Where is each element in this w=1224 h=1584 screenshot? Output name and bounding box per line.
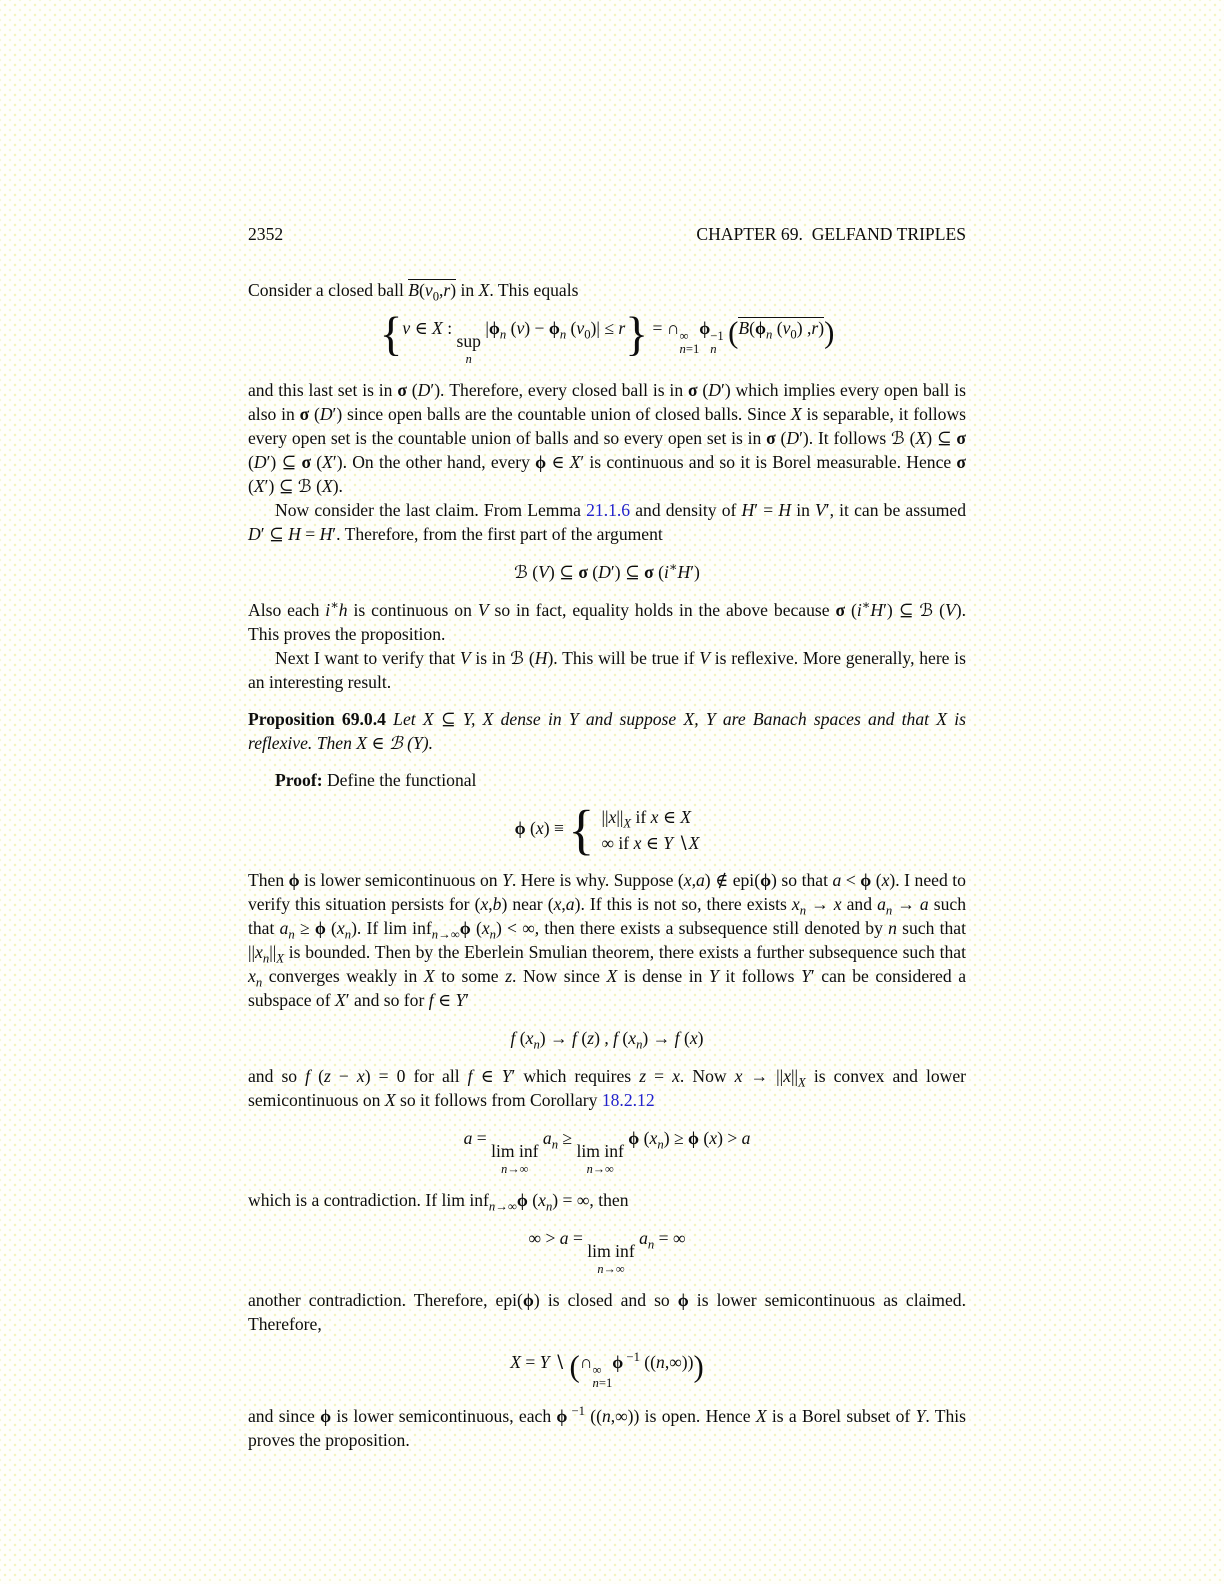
display-eq-weak-convergence: f $(x_n) \to f$ (z) , f $(x_n) \to f$ (x) xyxy=(510,1028,704,1052)
paragraph-conclusion: and since ϕ is lower semicontinuous, each ϕ $^{-1}$ ((n,∞)) is open. Hence X is a Borel subset of Y. This proves the proposition. xyxy=(248,1403,967,1450)
paragraph-last-claim: Now consider the last claim. From Lemma 21.1.6 and density of H′ = H in V′, it can be assumed D′ ⊆ H = H′. Therefore, from the first part of the argument xyxy=(248,500,966,545)
paragraph-convex: and so f (z − x) = 0 for all f ∈ Y′ which requires z = x. Now $x \to ||x||_X$ is convex and lower semicontinuous on X so it follows from Corollary 18.2.12 xyxy=(248,1066,967,1111)
proof-intro: Proof: Define the functional xyxy=(275,770,477,791)
paragraph-closed-ball: Consider a closed ball $B(v_0,r)$ in X. This equals xyxy=(248,280,579,304)
crossref-lemma-21-1-6[interactable]: 21.1.6 xyxy=(586,500,631,521)
display-eq-closed-ball-set: {v ∈ X : sup n $|\phi_n$ $(v) - \phi_n$ $(v_0)| \le r$} = ∩ ∞ n=1 ϕ −1 n ($B(\phi_n$ $(v_0)$ ,r)) xyxy=(379,308,835,366)
page-number: 2352 xyxy=(248,224,284,244)
crossref-corollary-18-2-12[interactable]: 18.2.12 xyxy=(601,1090,655,1111)
display-eq-borel-inclusions: ℬ (V) ⊆ σ (D′) ⊆ σ (i∗H′) xyxy=(514,560,700,583)
paragraph-contradiction: which is a contradiction. If lim inf$_{n\to\infty}$ϕ $(x_n)$ = ∞, then xyxy=(248,1190,629,1214)
display-eq-borel-subset: X = Y ∖ (∩ ∞ n=1 ϕ $^{-1}$ ((n,∞))) xyxy=(510,1349,704,1391)
paragraph-lower-semicontinuous: Then ϕ is lower semicontinuous on Y. Here is why. Suppose (x,a) ∉ epi(ϕ) so that a < ϕ (x). I need to verify this situation persists for (x,b) near (x,a). If this is not so, there exists $x_n \to x$ and $a_n \to a$ such that $a_n \ge \phi$ $(x_n)$. If lim inf$_{n\to\infty}$ϕ $(x_n)$ < ∞, then there exists a subsequence still denoted by n such that $||x_n||_X$ is bounded. Then by the Eberlein Smulian theorem, there exists a further subsequence such that $x_n$ converges weakly in X to some z. Now since X is dense in Y it follows Y′ can be considered a subspace of X′ and so for f ∈ Y′ xyxy=(248,870,967,1011)
paragraph-another-contradiction: another contradiction. Therefore, epi(ϕ) is closed and so ϕ is lower semicontinuous as claimed. Therefore, xyxy=(248,1290,966,1335)
chapter-title: CHAPTER 69. GELFAND TRIPLES xyxy=(696,224,966,244)
display-eq-liminf-chain: a = lim inf n→∞ $a_n$ ≥ lim inf n→∞ ϕ $(x_n) \ge \phi$ (x) > a xyxy=(463,1128,751,1176)
display-eq-liminf-infinity: ∞ > a = lim inf n→∞ $a_n$ = ∞ xyxy=(528,1228,686,1276)
page-header xyxy=(248,222,966,246)
proposition-69-0-4: Proposition 69.0.4 Let X ⊆ Y, X dense in Y and suppose X, Y are Banach spaces and that X is reflexive. Then X ∈ ℬ (Y). xyxy=(248,709,966,754)
paragraph-equality-holds: Also each i∗h is continuous on V so in fact, equality holds in the above because σ (i∗H′) ⊆ ℬ (V). This proves the proposition. xyxy=(248,598,966,645)
paragraph-next-verify: Next I want to verify that V is in ℬ (H). This will be true if V is reflexive. More generally, here is an interesting result. xyxy=(248,648,966,693)
book-page xyxy=(248,222,966,1452)
paragraph-sigma-algebra: and this last set is in σ (D′). Therefore, every closed ball is in σ (D′) which implies every open ball is also in σ (D′) since open balls are the countable union of closed balls. Since X is separable, it follows every open set is the countable union of balls and so every open set is in σ (D′). It follows ℬ (X) ⊆ σ (D′) ⊆ σ (X′). On the other hand, every ϕ ∈ X′ is continuous and so it is Borel measurable. Hence σ (X′) ⊆ ℬ (X). xyxy=(248,380,966,497)
display-eq-functional-cases: ϕ (x) ≡ { $||x||_X$ if x ∈ X ∞ if x ∈ Y ∖X xyxy=(514,798,700,860)
